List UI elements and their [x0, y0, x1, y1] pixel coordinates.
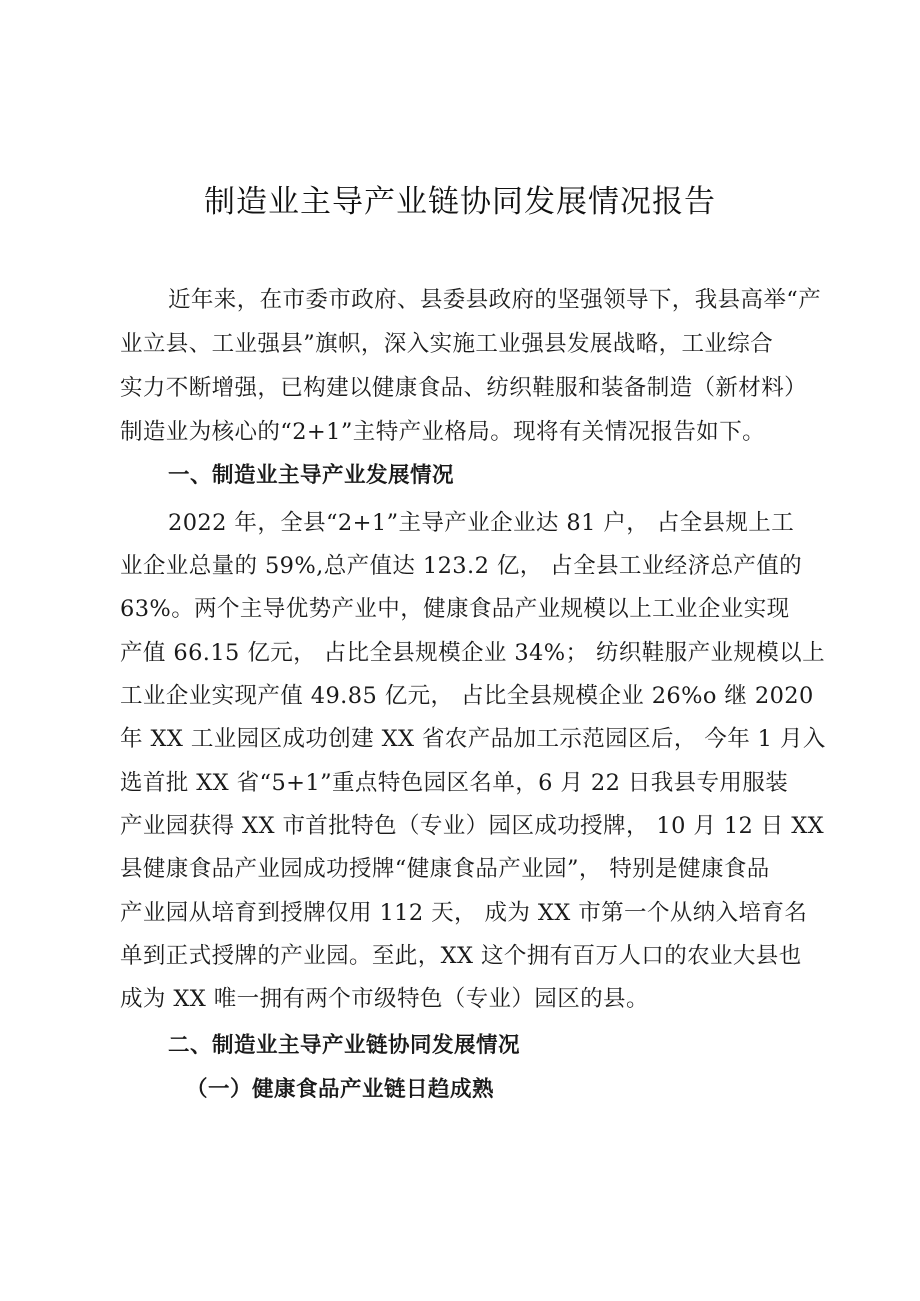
section-1-line-9: 县健康食品产业园成功授牌“健康食品产业园”， 特别是健康食品: [120, 856, 770, 882]
intro-line-4: 制造业为核心的“2+1”主特产业格局。现将有关情况报告如下。: [120, 419, 765, 445]
section-1-line-2: 业企业总量的 59%,总产值达 123.2 亿， 占全县工业经济总产值的: [120, 553, 803, 579]
section-1-line-6: 年 XX 工业园区成功创建 XX 省农产品加工示范园区后， 今年 1 月入: [120, 726, 826, 752]
intro-line-1: 近年来，在市委市政府、县委县政府的坚强领导下，我县高举“产: [168, 287, 822, 313]
document-title: 制造业主导产业链协同发展情况报告: [204, 184, 716, 220]
intro-line-2: 业立县、工业强县”旗帜，深入实施工业强县发展战略，工业综合: [120, 331, 774, 357]
section-1-line-12: 成为 XX 唯一拥有两个市级特色（专业）园区的县。: [120, 986, 649, 1012]
section-1-line-4: 产值 66.15 亿元， 占比全县规模企业 34%； 纺织鞋服产业规模以上: [120, 640, 825, 666]
section-1-line-5: 工业企业实现产值 49.85 亿元， 占比全县规模企业 26%o 继 2020: [120, 683, 814, 709]
section-2-heading: 二、制造业主导产业链协同发展情况: [168, 1033, 521, 1058]
section-1-line-7: 选首批 XX 省“5+1”重点特色园区名单，6 月 22 日我县专用服装: [120, 770, 789, 796]
section-1-line-8: 产业园获得 XX 市首批特色（专业）园区成功授牌， 10 月 12 日 XX: [120, 813, 825, 839]
section-1-line-11: 单到正式授牌的产业园。至此，XX 这个拥有百万人口的农业大县也: [120, 943, 802, 969]
section-1-line-10: 产业园从培育到授牌仅用 112 天， 成为 XX 市第一个从纳入培育名: [120, 900, 808, 926]
section-1-line-3: 63%。两个主导优势产业中，健康食品产业规模以上工业企业实现: [120, 596, 790, 622]
intro-line-3: 实力不断增强，已构建以健康食品、纺织鞋服和装备制造（新材料）: [120, 375, 808, 401]
section-1-heading: 一、制造业主导产业发展情况: [168, 463, 455, 488]
subsection-1-heading: （一）健康食品产业链日趋成熟: [186, 1077, 495, 1102]
section-1-line-1: 2022 年，全县“2+1”主导产业企业达 81 户， 占全县规上工: [168, 510, 795, 536]
